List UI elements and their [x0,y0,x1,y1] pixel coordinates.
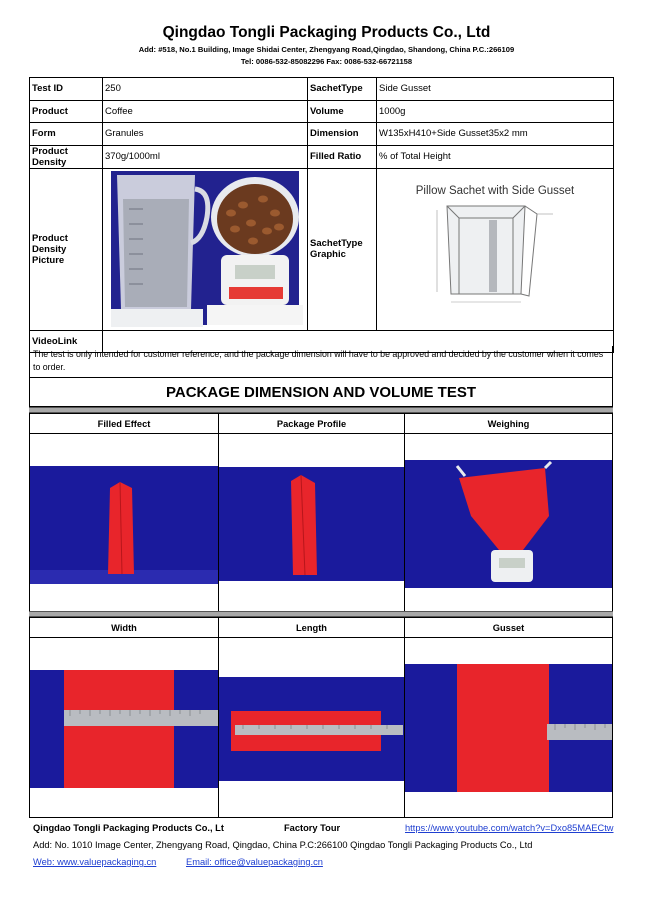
sachet-type-value: Side Gusset [377,78,614,101]
volume-label: Volume [308,100,377,123]
test-info-table [29,77,614,353]
form-value: Granules [103,123,308,146]
photo-label: Filled Effect [30,414,218,434]
density-picture-label: Product Density Picture [30,168,103,330]
gusset-photo [405,664,612,792]
form-label: Form [30,123,103,146]
filled-effect-photo [30,466,218,584]
length-photo [219,677,404,781]
density-value: 370g/1000ml [103,145,308,168]
weighing-photo [405,460,612,588]
photo-label: Package Profile [219,414,404,434]
company-address: Add: #518, No.1 Building, Image Shidai Center, Zhengyang Road,Qingdao, Shandong, China P.C.:266109 [138,45,515,54]
sachet-graphic-cell [377,168,614,330]
videolink-label: VideoLink [30,330,103,352]
test-id-label: Test ID [30,78,103,101]
section-title: PACKAGE DIMENSION AND VOLUME TEST [29,377,613,407]
photo-weighing [405,414,612,612]
photo-label: Gusset [405,618,612,638]
photo-label: Width [30,618,218,638]
density-picture-photo [103,169,307,327]
disclaimer-note: The test is only intended for customer reference, and the package dimension will have to be approved and decided by the customer when it comes to order. [29,346,613,377]
photo-length [219,618,405,817]
width-photo [30,670,218,788]
dimension-label: Dimension [308,123,377,146]
photo-grid-row2 [29,617,613,818]
density-label: Product Density [30,145,103,168]
photo-gusset [405,618,612,817]
filled-ratio-value: % of Total Height [377,145,614,168]
photo-label: Weighing [405,414,612,434]
email-link[interactable]: Email: office@valuepackaging.cn [186,857,323,867]
test-id-value: 250 [103,78,308,101]
photo-filled-effect [30,414,219,612]
dimension-value: W135xH410+Side Gusset35x2 mm [377,123,614,146]
product-value: Coffee [103,100,308,123]
sachet-type-label: SachetType [308,78,377,101]
footer-address: Add: No. 1010 Image Center, Zhengyang Road, Qingdao, China P.C:266100 Qingdao Tongli Packaging Products Co., Ltd [33,840,533,850]
website-link[interactable]: Web: www.valuepackaging.cn [33,857,157,867]
sachet-graphic-title: Pillow Sachet with Side Gusset [415,184,575,197]
photo-width [30,618,219,817]
product-label: Product [30,100,103,123]
footer-company: Qingdao Tongli Packaging Products Co., Lt [33,823,224,833]
photo-grid-row1 [29,413,613,613]
footer-factory-tour: Factory Tour [284,823,341,833]
company-title: Qingdao Tongli Packaging Products Co., Ltd [162,24,491,41]
density-picture-cell [103,168,308,330]
photo-package-profile [219,414,405,612]
package-profile-photo [219,467,404,581]
filled-ratio-label: Filled Ratio [308,145,377,168]
company-contact: Tel: 0086-532-85082296 Fax: 0086-532-66721158 [240,57,413,66]
youtube-link[interactable]: https://www.youtube.com/watch?v=Dxo85MAECtw [405,823,614,833]
photo-label: Length [219,618,404,638]
sachet-graphic-label: SachetType Graphic [308,168,377,330]
volume-value: 1000g [377,100,614,123]
